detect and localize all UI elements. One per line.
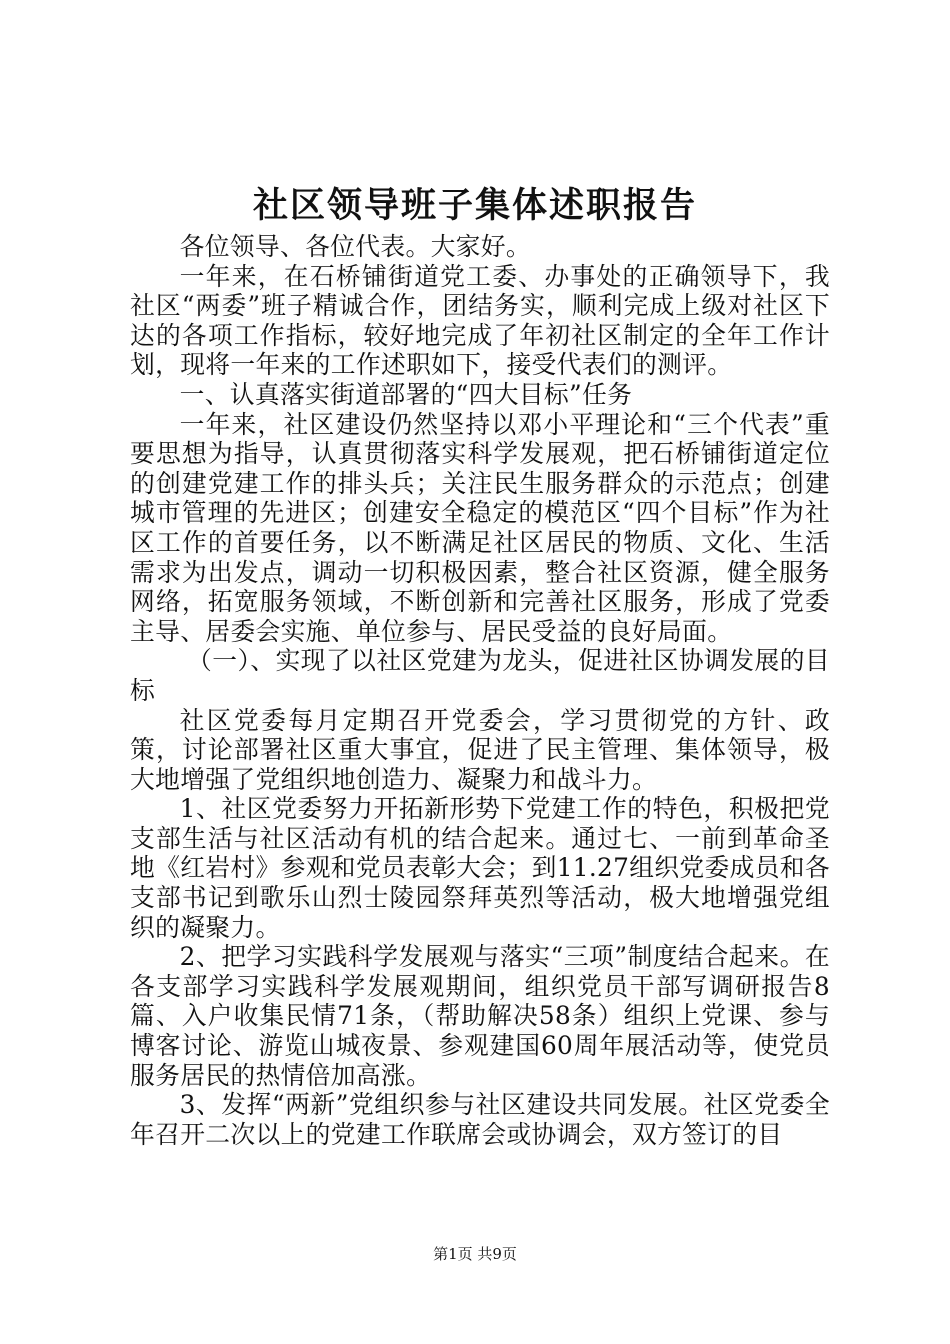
- subsection-1-paragraph: 社区党委每月定期召开党委会，学习贯彻党的方针、政策，讨论部署社区重大事宜，促进了民主管理、集体领导，极大地增强了党组织地创造力、凝聚力和战斗力。: [130, 705, 830, 794]
- item-2-paragraph: 2、把学习实践科学发展观与落实“三项”制度结合起来。在各支部学习实践科学发展观期间，组织党员干部写调研报告8篇、入户收集民情71条，（帮助解决58条）组织上党课、参与博客讨论、游览山城夜景、参观建国60周年展活动等，使党员服务居民的热情倍加高涨。: [130, 942, 830, 1090]
- item-1-paragraph: 1、社区党委努力开拓新形势下党建工作的特色，积极把党支部生活与社区活动有机的结合起来。通过七、一前到革命圣地《红岩村》参观和党员表彰大会；到11.27组织党委成员和各支部书记到歌乐山烈士陵园祭拜英烈等活动，极大地增强党组织的凝聚力。: [130, 794, 830, 942]
- document-body: [130, 232, 830, 1149]
- page-indicator: 第1页 共9页: [433, 1245, 517, 1263]
- item-3-paragraph: 3、发挥“两新”党组织参与社区建设共同发展。社区党委全年召开二次以上的党建工作联席会或协调会，双方签订的目: [130, 1090, 830, 1149]
- greeting-paragraph: 各位领导、各位代表。大家好。: [179, 232, 531, 261]
- subsection-heading-1: （一）、实现了以社区党建为龙头，促进社区协调发展的目标: [130, 646, 830, 705]
- section-1-paragraph: 一年来，社区建设仍然坚持以邓小平理论和“三个代表”重要思想为指导，认真贯彻落实科学发展观，把石桥铺街道定位的创建党建工作的排头兵；关注民生服务群众的示范点；创建城市管理的先进区；创建安全稳定的模范区“四个目标”作为社区工作的首要任务，以不断满足社区居民的物质、文化、生活需求为出发点，调动一切积极因素，整合社区资源，健全服务网络，拓宽服务领域，不断创新和完善社区服务，形成了党委主导、居委会实施、单位参与、居民受益的良好局面。: [130, 409, 830, 646]
- section-heading-1: 一、认真落实街道部署的“四大目标”任务: [179, 379, 633, 409]
- document-title: 社区领导班子集体述职报告: [252, 185, 697, 226]
- page-footer: [0, 1244, 950, 1264]
- intro-paragraph: 一年来，在石桥铺街道党工委、办事处的正确领导下，我社区“两委”班子精诚合作，团结务实，顺利完成上级对社区下达的各项工作指标，较好地完成了年初社区制定的全年工作计划，现将一年来的工作述职如下，接受代表们的测评。: [130, 261, 830, 380]
